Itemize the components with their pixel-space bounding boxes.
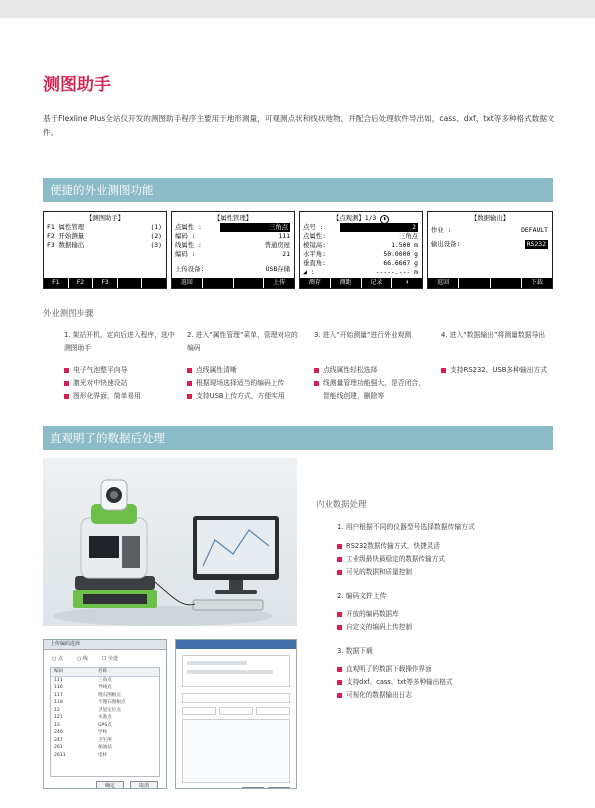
field-row[interactable]: 上传设备: USB存储 [175, 265, 290, 273]
table-row[interactable] [51, 684, 159, 692]
code-cell: 246 [54, 730, 63, 735]
section-band-office: 直观明了的数据后处理 [43, 426, 553, 450]
group-heading: 1. 用户根据不同的仪器型号选择数据传输方式 [337, 523, 475, 531]
fkey-f2[interactable]: F2 [69, 278, 94, 288]
format-option[interactable] [182, 707, 216, 715]
field-row[interactable]: 作业 : DEFAULT [431, 226, 548, 234]
dialog-titlebar [176, 640, 296, 649]
fkey-f4[interactable] [118, 278, 143, 288]
fkey-measure-save[interactable]: 测存 [300, 278, 331, 288]
fkey-blank[interactable] [203, 278, 234, 288]
name-cell: 学校 [98, 730, 108, 735]
table-row[interactable] [51, 707, 159, 715]
field-row[interactable]: 棱镜高: 1.500 m [303, 241, 418, 249]
name-cell: GPS点 [98, 722, 112, 728]
step-heading: 2. 进入“属性管理”菜单，管理对应的编码 [187, 331, 298, 352]
option-line[interactable]: ○ 线 [76, 656, 88, 662]
fkey-distance[interactable]: 测距 [331, 278, 362, 288]
dialog-title: 上传编码选择 [44, 640, 166, 650]
menu-row[interactable]: F1 属性管理 (1) [47, 223, 162, 231]
screen-data-output [427, 211, 553, 289]
group-bullet: 支持dxf、cass、txt等多种输出格式 [337, 676, 557, 689]
fkey-back[interactable]: 返回 [428, 278, 459, 288]
data-transfer-dialog [175, 639, 297, 789]
total-station-and-computer-illustration [43, 458, 297, 626]
fkey-blank[interactable] [491, 278, 522, 288]
group-bullet: 可视化的数据输出日志 [337, 689, 557, 702]
fkey-record[interactable]: 记录 [362, 278, 393, 288]
table-row[interactable] [51, 722, 159, 730]
fkey-f3[interactable]: F3 [93, 278, 118, 288]
fkey-upload[interactable]: 上传 [273, 279, 286, 286]
function-keys [44, 278, 166, 288]
code-cell: 13 [54, 722, 60, 728]
table-row[interactable] [51, 677, 159, 685]
field-row[interactable]: 垂直角: 66.6667 g [303, 259, 418, 267]
table-row[interactable] [51, 714, 159, 722]
dialog-buttons [44, 777, 166, 789]
screen-title: 【点观测】1/3 ▮ [300, 214, 422, 223]
dialog-buttons [176, 783, 296, 789]
action-button[interactable] [242, 787, 264, 789]
field-row[interactable]: 点属性: 三角点 [303, 232, 418, 240]
function-keys [172, 278, 294, 288]
fkey-page-down[interactable]: ⬇ [405, 279, 409, 286]
step-bullet: 支持RS232、USB多种输出方式 [441, 364, 553, 377]
office-subtitle: 内业数据处理 [316, 499, 367, 509]
name-cell: 埋石图根点 [98, 692, 121, 698]
step-bullet: 根据现场选择适当的编码上传 [187, 377, 299, 390]
group-heading: 2. 编码文件上传 [337, 592, 387, 600]
step-bullet: 点线属性清晰 [187, 364, 299, 377]
format-option[interactable] [256, 707, 290, 715]
fkey-f1[interactable]: F1 [44, 278, 69, 288]
step-bullet: 支持USB上传方式，方便实用 [187, 390, 299, 403]
step-4 [441, 329, 553, 377]
group-bullet: 自定义的编码上传控制 [337, 621, 557, 634]
group-bullet: RS232数据传输方式，快捷灵活 [337, 540, 557, 553]
screen-main-menu [43, 211, 167, 289]
page-title: 测图助手 [43, 75, 111, 95]
screen-title: 【数据输出】 [470, 214, 510, 222]
format-option[interactable] [219, 707, 253, 715]
group-bullet: 开放的编码数据库 [337, 608, 557, 621]
screen-title: 【属性管理】 [213, 214, 253, 222]
battery-icon: ▮ [380, 215, 389, 224]
group-heading: 3. 数据下载 [337, 647, 373, 655]
step-heading: 4. 进入“数据输出”将测量数据导出 [441, 331, 546, 339]
fkey-blank[interactable] [459, 278, 490, 288]
name-cell: 导线点 [98, 685, 112, 690]
field-row[interactable]: 点属性 : 三角点 [175, 223, 288, 231]
steps-title: 外业测图步骤 [43, 308, 94, 318]
menu-row[interactable]: F3 数据输出 (3) [47, 241, 162, 249]
output-log [182, 719, 290, 783]
table-body [51, 677, 159, 760]
option-point[interactable]: ○ 点 [52, 656, 63, 662]
group-bullet: 工业级最快最稳定的数据传输方式 [337, 553, 557, 566]
code-cell: 118 [54, 700, 63, 705]
option-select-all[interactable]: ☐ 全选 [101, 656, 119, 662]
function-keys [428, 278, 552, 288]
path-field[interactable] [182, 693, 290, 703]
field-row[interactable]: 点号 : 2 [303, 223, 416, 231]
step-heading: 1. 架站开机，定向后进入程序，选中测图助手 [64, 331, 175, 352]
field-row[interactable]: 水平角: 50.0000 g [303, 250, 418, 258]
table-row[interactable] [51, 744, 159, 752]
table-row[interactable] [51, 737, 159, 745]
code-cell: 261 [54, 745, 63, 750]
code-upload-dialog [43, 639, 167, 789]
name-cell: 不埋石图根点 [98, 700, 126, 705]
name-cell: 卫生所 [98, 737, 112, 743]
step-bullet: 点线属性轻松选择 [314, 364, 426, 377]
menu-row[interactable]: F2 开始测量 (2) [47, 232, 162, 240]
field-row[interactable]: 线属性 : 普通房屋 [175, 241, 290, 249]
screen-point-observe [299, 211, 423, 289]
step-3 [314, 329, 426, 403]
code-table [50, 667, 160, 777]
office-feature-list [337, 521, 557, 702]
name-cell: 加油站 [98, 745, 112, 750]
ok-button[interactable]: 确定 [96, 781, 124, 789]
fkey-blank[interactable] [234, 278, 265, 288]
format-options [182, 707, 290, 715]
top-band [0, 0, 595, 18]
code-cell: 121 [54, 715, 63, 720]
field-row[interactable]: 编码 : 21 [175, 250, 290, 258]
dialog-options [44, 650, 166, 667]
table-row[interactable] [51, 699, 159, 707]
function-keys [300, 278, 422, 288]
cancel-button[interactable]: 取消 [130, 781, 158, 789]
screen-attribute-manage [171, 211, 295, 289]
settings-field [187, 661, 247, 665]
table-header: 编码 名称 [51, 668, 159, 677]
code-cell: 116 [54, 685, 63, 690]
code-cell: 12 [54, 707, 60, 713]
name-cell: 三角点 [98, 677, 112, 683]
code-cell: 2611 [54, 752, 66, 758]
step-bullet: 图形化界面，简单易用 [64, 390, 176, 403]
code-cell: 117 [54, 692, 63, 698]
step-2 [187, 329, 299, 403]
fkey-f5[interactable] [142, 278, 166, 288]
table-row[interactable] [51, 729, 159, 737]
step-1 [64, 329, 176, 403]
settings-field [187, 670, 273, 674]
step-heading: 3. 进入“开始测量”进行外业观测 [314, 331, 412, 339]
intro-text: 基于Flexline Plus全站仪开发的测图助手程序主要用于地形测量，可观测点状和线状地物，并配合后处理软件导出如，cass、dxf、txt等多种格式数据文件。 [43, 114, 555, 137]
field-row[interactable]: 编码 : 111 [175, 232, 290, 240]
name-cell: 电杆 [98, 752, 108, 758]
field-row[interactable]: 输出设备: RS232 [431, 240, 546, 248]
settings-group [182, 655, 290, 687]
name-cell: 水准点 [98, 715, 112, 720]
section-band-field: 便捷的外业测图功能 [43, 178, 553, 202]
code-cell: 247 [54, 737, 63, 743]
table-row[interactable] [51, 752, 159, 760]
instrument-photo [43, 458, 297, 626]
step-bullet: 电子气泡整平向导 [64, 364, 176, 377]
name-cell: 卫星定位点 [98, 707, 121, 713]
screen-title: 【测图助手】 [85, 214, 125, 222]
field-row[interactable]: ◢ : -----.--- m [303, 268, 418, 276]
table-row[interactable] [51, 692, 159, 700]
code-cell: 111 [54, 677, 63, 683]
fkey-download[interactable]: 下载 [530, 279, 543, 286]
group-bullet: 可见的数据和质量控制 [337, 566, 557, 579]
step-bullet: 激光对中快速设站 [64, 377, 176, 390]
action-button[interactable] [268, 787, 290, 789]
group-bullet: 直观明了的数据下载操作界面 [337, 663, 557, 676]
fkey-back[interactable]: 返回 [172, 278, 203, 288]
step-bullet: 线测量管理功能强大，是否闭合，智能线创建，删除等 [314, 377, 426, 403]
